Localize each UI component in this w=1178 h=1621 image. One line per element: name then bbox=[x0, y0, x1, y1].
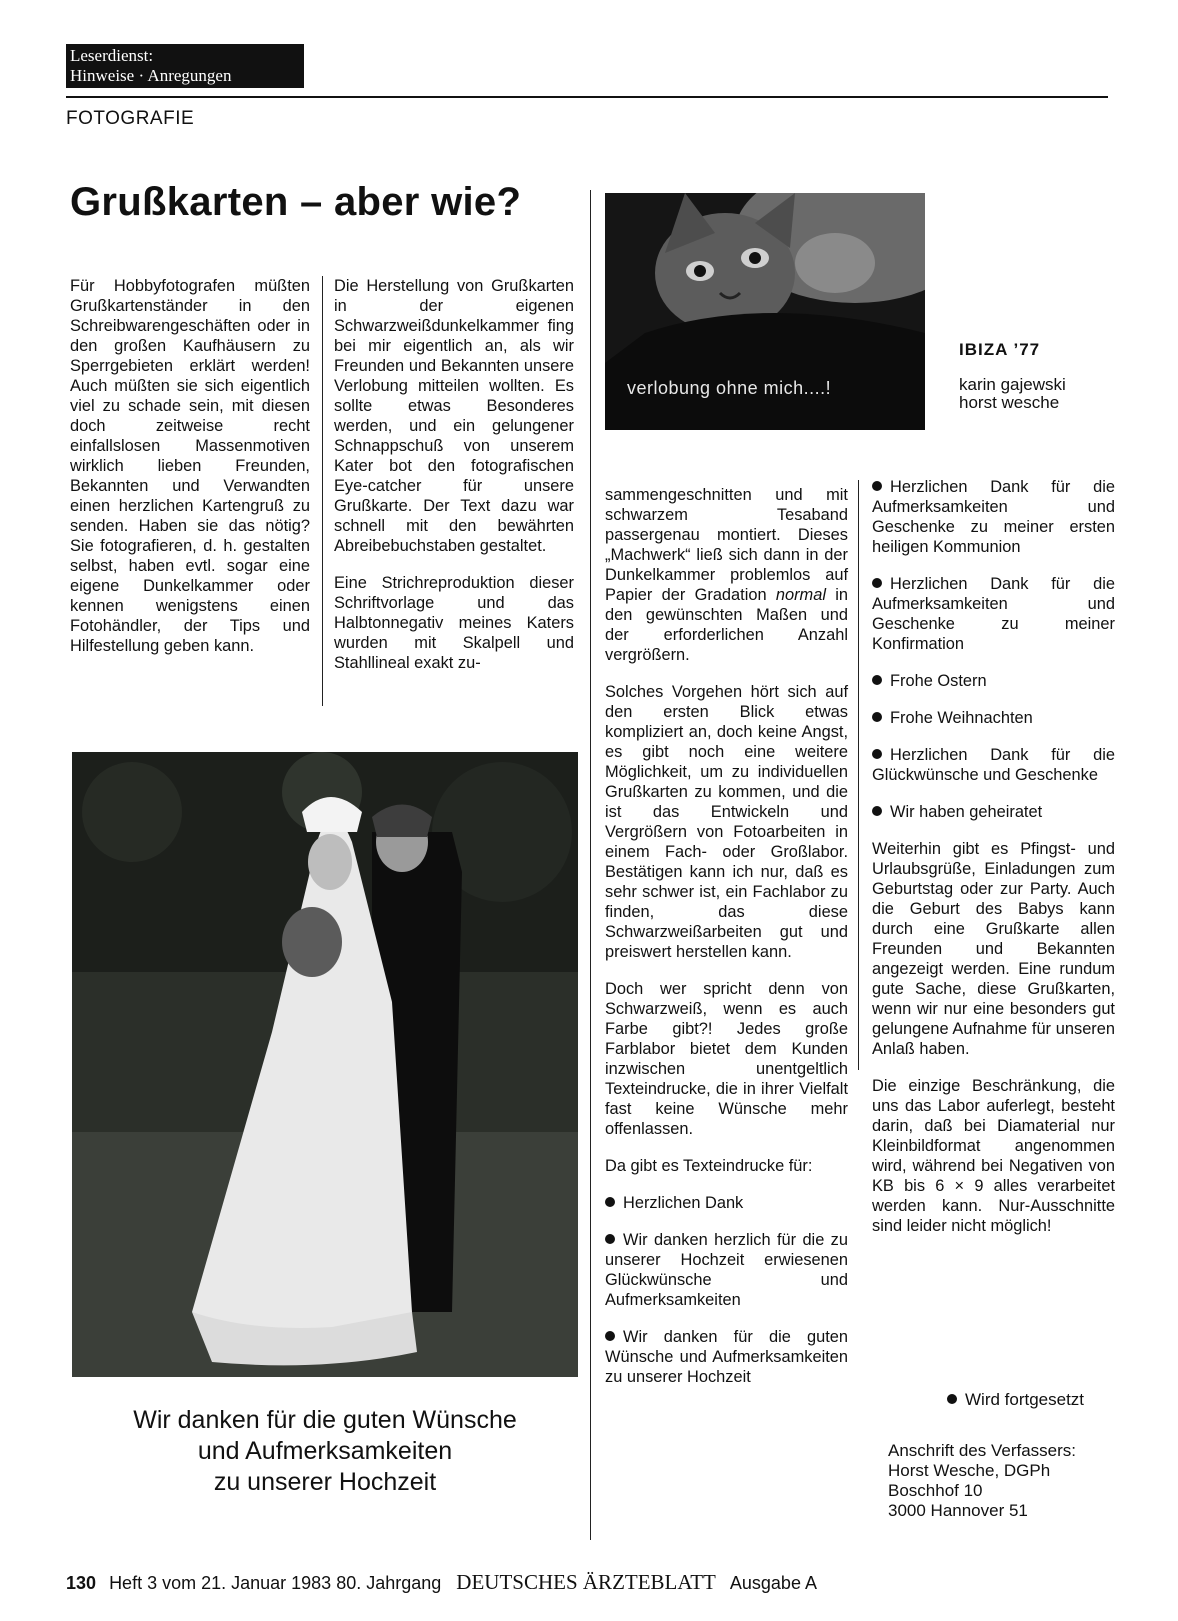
col3-bullet-1-text: Herzlichen Dank bbox=[623, 1194, 744, 1212]
header-rule bbox=[66, 96, 1108, 98]
bullet-icon bbox=[872, 749, 882, 759]
bullet-icon bbox=[872, 675, 882, 685]
photo-credits bbox=[959, 376, 1066, 412]
column-divider-3 bbox=[858, 480, 859, 1070]
col4-bullet-1 bbox=[872, 477, 1115, 557]
article-title: Grußkarten – aber wie? bbox=[70, 180, 522, 224]
col4-bullet-2 bbox=[872, 574, 1115, 654]
page-footer bbox=[66, 1570, 817, 1595]
col2-paragraph-1: Die Herstellung von Grußkarten in der eigenen Schwarzweißdunkelkammer fing bei mir eigentlich an, als wir Freunden und Bekannten unsere Verlobung mitteilen wollten. Es sollte etwas Besonderes werden, und ein gelungener Schnappschuß von unserem Kater bot den fotografischen Eye-catcher für unsere Grußkarte. Der Text dazu war schnell mit den bewährten Abreibebuchstaben gestaltet. bbox=[334, 277, 574, 555]
col3-paragraph-1-b: in den gewünschten Maßen und der erforderlichen Anzahl vergrößern. bbox=[605, 586, 848, 664]
address-line-2: Horst Wesche, DGPh bbox=[888, 1461, 1051, 1480]
bullet-icon bbox=[872, 481, 882, 491]
column-3 bbox=[605, 485, 848, 1387]
wedding-card-caption bbox=[70, 1405, 580, 1498]
col3-paragraph-1-a: sammengeschnitten und mit schwarzem Tesaband passergenau montiert. Dieses „Machwerk“ ließ sich dann in der Dunkelkammer problemlos auf Papier der Gradation bbox=[605, 486, 848, 604]
credit-line-2: horst wesche bbox=[959, 393, 1060, 412]
column-divider-2 bbox=[590, 190, 591, 1540]
col4-bullet-1-text: Herzlichen Dank für die Aufmerksamkeiten und Geschenke zu meiner ersten heiligen Kommunion bbox=[872, 478, 1115, 556]
bullet-icon bbox=[605, 1331, 615, 1341]
continued-text: Wird fortgesetzt bbox=[965, 1390, 1085, 1409]
col4-bullet-6-text: Wir haben geheiratet bbox=[890, 803, 1043, 821]
col4-bullet-4-text: Frohe Weihnachten bbox=[890, 709, 1033, 727]
column-2 bbox=[334, 276, 574, 673]
wedding-caption-line-2: und Aufmerksamkeiten bbox=[197, 1437, 453, 1465]
bullet-icon bbox=[872, 806, 882, 816]
col3-bullet-2 bbox=[605, 1230, 848, 1310]
address-line-3: Boschhof 10 bbox=[888, 1481, 983, 1500]
col4-bullet-3 bbox=[872, 671, 1115, 691]
address-line-1: Anschrift des Verfassers: bbox=[888, 1441, 1077, 1460]
cat-photo bbox=[605, 193, 925, 430]
col3-paragraph-1-emphasis: normal bbox=[775, 586, 826, 604]
wedding-illustration bbox=[72, 752, 578, 1377]
col4-bullet-5-text: Herzlichen Dank für die Glückwünsche und Geschenke bbox=[872, 746, 1115, 784]
cat-photo-caption: verlobung ohne mich....! bbox=[627, 378, 832, 398]
bullet-icon bbox=[872, 578, 882, 588]
department-line-1: Leserdienst: bbox=[70, 46, 154, 65]
col3-bullet-3 bbox=[605, 1327, 848, 1387]
photo-title: IBIZA ’77 bbox=[959, 340, 1041, 359]
bullet-icon bbox=[605, 1234, 615, 1244]
col4-bullet-2-text: Herzlichen Dank für die Aufmerksamkeiten und Geschenke zu meiner Konfirmation bbox=[872, 575, 1115, 653]
col4-bullet-5 bbox=[872, 745, 1115, 785]
col3-bullet-3-text: Wir danken für die guten Wünsche und Aufmerksamkeiten zu unserer Hochzeit bbox=[605, 1328, 848, 1386]
col3-bullet-2-text: Wir danken herzlich für die zu unserer Hochzeit erwiesenen Glückwünsche und Aufmerksamkeiten bbox=[605, 1231, 848, 1309]
bullet-icon bbox=[872, 712, 882, 722]
section-label: FOTOGRAFIE bbox=[66, 108, 195, 129]
magazine-name: DEUTSCHES ÄRZTEBLATT bbox=[456, 1570, 716, 1594]
credit-line-1: karin gajewski bbox=[959, 375, 1066, 394]
col3-paragraph-1 bbox=[605, 485, 848, 665]
col4-bullet-6 bbox=[872, 802, 1115, 822]
col3-paragraph-2: Solches Vorgehen hört sich auf den ersten Blick etwas kompliziert an, doch keine Angst, es gibt noch eine weitere Möglichkeit, um zu individuellen Grußkarten zu kommen, und die ist das Entwickeln und Vergrößern von Fotoarbeiten in einem Fach- oder Großlabor. Bestätigen kann ich nur, daß es sehr schwer ist, ein Fachlabor zu finden, das diese Schwarzweißarbeiten gut und preiswert herstellen kann. bbox=[605, 683, 848, 961]
author-address bbox=[888, 1441, 1076, 1521]
column-divider-1 bbox=[322, 276, 323, 706]
col3-paragraph-3: Doch wer spricht denn von Schwarzweiß, wenn es auch Farbe gibt?! Jedes große Farblabor bietet dem Kunden inzwischen unentgeltlich Texteindrucke, die in ihrer Vielfalt fast keine Wünsche mehr offenlassen. bbox=[605, 980, 848, 1138]
continued-note bbox=[947, 1390, 1084, 1410]
column-1 bbox=[70, 276, 310, 656]
col2-paragraph-2: Eine Strichreproduktion dieser Schriftvorlage und das Halbtonnegativ meines Katers wurden mit Skalpell und Stahllineal exakt zu- bbox=[334, 574, 574, 672]
col4-paragraph-1: Weiterhin gibt es Pfingst- und Urlaubsgrüße, Einladungen zum Geburtstag oder zur Party. Auch die Geburt des Babys kann durch eine Grußkarte allen Freunden und Bekannten angezeigt werden. Eine rundum gute Sache, diese Grußkarten, wenn wir nur eine besonders gut gelungene Aufnahme für unseren Anlaß haben. bbox=[872, 840, 1115, 1058]
issue-info: Heft 3 vom 21. Januar 1983 80. Jahrgang bbox=[109, 1573, 442, 1593]
department-line-2: Hinweise · Anregungen bbox=[70, 66, 232, 85]
col4-bullet-4 bbox=[872, 708, 1115, 728]
bullet-icon bbox=[947, 1394, 957, 1404]
department-label bbox=[66, 44, 304, 88]
column-4 bbox=[872, 477, 1115, 1236]
col4-bullet-3-text: Frohe Ostern bbox=[890, 672, 987, 690]
wedding-caption-line-1: Wir danken für die guten Wünsche bbox=[133, 1406, 517, 1434]
bullet-icon bbox=[605, 1197, 615, 1207]
col1-paragraph-1: Für Hobbyfotografen müßten Grußkartenständer in den Schreibwarengeschäften oder in den großen Kaufhäusern zu Sperrgebieten erklärt werden! Auch müßten sie sich eigentlich viel zu schade sein, mit diesen doch zeitweise recht einfallslosen Massenmotiven wirklich lieben Freunden, Bekannten und Verwandten einen herzlichen Kartengruß zu senden. Haben sie das nötig? Sie fotografieren, d. h. gestalten selbst, haben evtl. sogar eine eigene Dunkelkammer oder kennen wenigstens einen Fotohändler, der Tips und Hilfestellung geben kann. bbox=[70, 277, 310, 655]
col3-paragraph-4: Da gibt es Texteindrucke für: bbox=[605, 1157, 813, 1175]
edition-info: Ausgabe A bbox=[729, 1573, 817, 1593]
col3-bullet-1 bbox=[605, 1193, 848, 1213]
page-number: 130 bbox=[66, 1573, 97, 1593]
col4-paragraph-2: Die einzige Beschränkung, die uns das Labor auferlegt, besteht darin, daß bei Diamaterial nur Kleinbildformat angenommen wird, während bei Negativen von KB bis 6 × 9 alles verarbeitet werden kann. Nur-Ausschnitte sind leider nicht möglich! bbox=[872, 1077, 1115, 1235]
wedding-photo bbox=[72, 752, 578, 1377]
address-line-4: 3000 Hannover 51 bbox=[888, 1501, 1028, 1520]
wedding-caption-line-3: zu unserer Hochzeit bbox=[213, 1468, 437, 1496]
